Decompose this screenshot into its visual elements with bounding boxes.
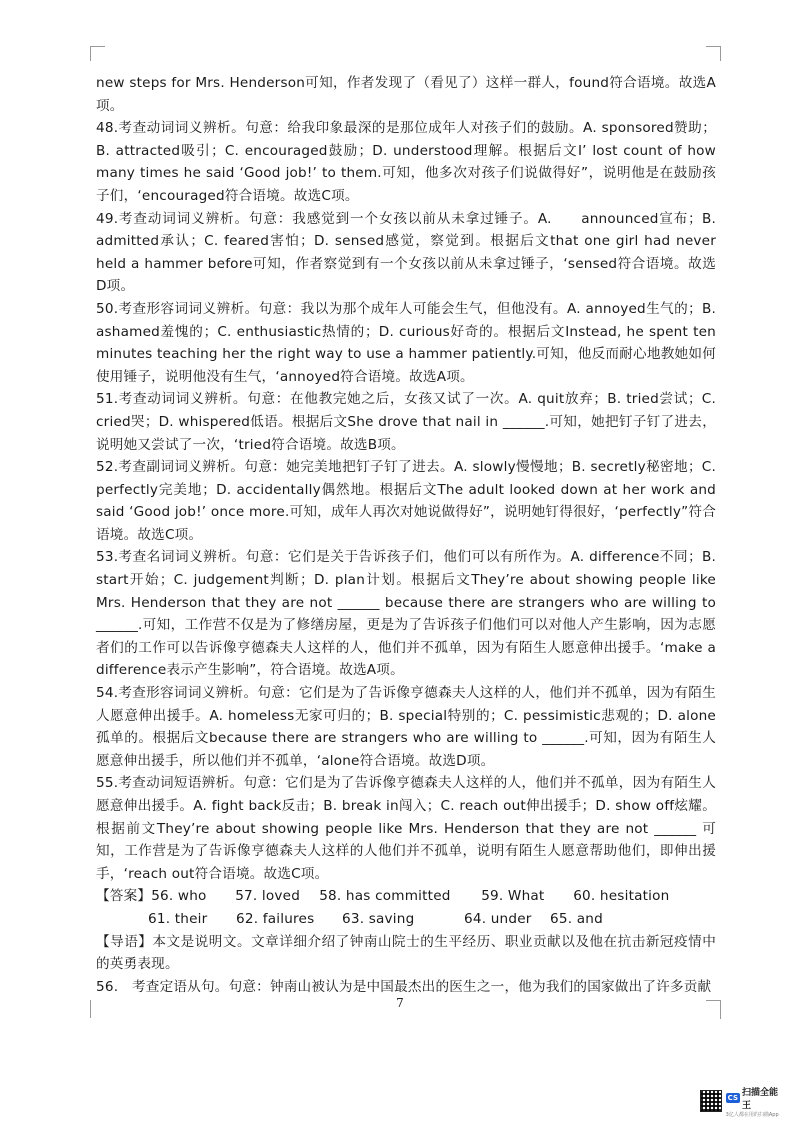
paragraph-55: 55.考查动词短语辨析。句意：它们是为了告诉像亨德森夫人这样的人，他们并不孤单，因为有陌生人愿意伸出援手。A. fight back反击；B. break in闯入；C. reach out伸出援手；D. show off炫耀。根据前文They’re about showing people like Mrs. Henderson that they are not ______ 可知，工作营是为了告诉像亨德森夫人这样的人他们并不孤单，说明有陌生人愿意帮助他们，即伸出援手，‘reach out符合语境。故选C项。: [96, 775, 716, 882]
paragraph-53: 53.考查名词词义辨析。句意：它们是关于告诉孩子们，他们可以有所作为。A. difference不同；B. start开始；C. judgement判断；D. plan计划。根据后文They’re about showing people like Mrs. Henderson that they are not ______ because there are strangers who are willing to ______.可知，工作营不仅是为了修缮房屋，更是为了告诉孩子们他们可以对他人产生影响，因为志愿者们的工作可以告诉像亨德森夫人这样的人，他们并不孤单，因为有陌生人愿意伸出援手。‘make a difference表示产生影响”，符合语境。故选A项。: [96, 549, 716, 679]
answer-60: 60. hesitation: [573, 888, 670, 905]
answer-65: 65. and: [550, 910, 603, 927]
answer-64: 64. under: [464, 910, 532, 927]
answer-61: 61. their: [148, 910, 208, 927]
paragraph-50: 50.考查形容词词义辨析。句意：我以为那个成年人可能会生气，但他没有。A. annoyed生气的；B. ashamed羞愧的；C. enthusiastic热情的；D. curious好奇的。根据后文Instead, he spent ten minutes teaching her the right way to use a hammer patiently.可知，他反而耐心地教她如何使用锤子，说明他没有生气，‘annoyed符合语境。故选A项。: [96, 300, 716, 385]
answer-row-1: [96, 885, 716, 908]
guide-paragraph: 【导语】本文是说明文。文章详细介绍了钟南山院士的生平经历、职业贡献以及他在抗击新冠疫情中的英勇表现。: [96, 933, 716, 973]
paragraph-56: 56. 考查定语从句。句意：钟南山被认为是中国最杰出的医生之一，他为我们的国家做出了许多贡献: [96, 978, 712, 995]
answer-63: 63. saving: [342, 910, 415, 927]
answer-58: 58. has committed: [319, 888, 451, 905]
crop-mark-top-right: [706, 46, 721, 61]
answer-57: 57. loved: [235, 888, 301, 905]
paragraph-52: 52.考查副词词义辨析。句意：她完美地把钉子钉了进去。A. slowly慢慢地；B. secretly秘密地；C. perfectly完美地；D. accidentally偶然地。根据后文The adult looked down at her work and said ‘Good job!’ once more.可知，成年人再次对她说做得好”，说明她钉得很好，‘perfectly”符合语境。故选C项。: [96, 459, 716, 543]
qr-code-icon: [700, 1090, 722, 1112]
paragraph-54: 54.考查形容词词义辨析。句意：它们是为了告诉像亨德森夫人这样的人，他们并不孤单，因为有陌生人愿意伸出援手。A. homeless无家可归的；B. special特别的；C. pessimistic悲观的；D. alone孤单的。根据后文because there are strangers who are willing to ______.可知，因为有陌生人愿意伸出援手，所以他们并不孤单，‘alone符合语境。故选D项。: [96, 685, 716, 769]
answer-56: 56. who: [151, 888, 207, 905]
answer-explanations: [96, 72, 716, 998]
paragraph-48: 48.考查动词词义辨析。句意：给我印象最深的是那位成年人对孩子们的鼓励。A. sponsored赞助；B. attracted吸引；C. encouraged鼓励；D. understood理解。根据后文I’ lost count of how many times he said ‘Good job!’ to them.可知，他多次对孩子们说做得好”，说明他是在鼓励孩子们，‘encouraged符合语境。故选C项。: [96, 120, 716, 204]
answer-62: 62. failures: [236, 910, 315, 927]
watermark-title-row: [726, 1085, 786, 1111]
watermark-title: 扫描全能王: [741, 1087, 778, 1111]
camscanner-logo-icon: CS: [727, 1093, 738, 1102]
answer-label: 【答案】: [96, 888, 152, 905]
paragraph-51: 51.考查动词词义辨析。句意：在他教完她之后，女孩又试了一次。A. quit放弃；B. tried尝试；C. cried哭；D. whispered低语。根据后文She drove that nail in ______.可知，她把钉子钉了进去，说明她又尝试了一次，‘tried符合语境。故选B项。: [96, 391, 716, 453]
watermark-text: [726, 1085, 786, 1118]
paragraph-49: 49.考查动词词义辨析。句意：我感觉到一个女孩以前从未拿过锤子。A. announced宣布；B. admitted承认；C. feared害怕；D. sensed感觉，察觉到。根据后文that one girl had never held a hammer before可知，作者察觉到有一个女孩以前从未拿过锤子，‘sensed符合语境。故选D项。: [96, 210, 716, 295]
answer-row-2: [96, 908, 716, 931]
scanner-watermark: [700, 1086, 786, 1116]
paragraph-47-tail: new steps for Mrs. Henderson可知，作者发现了（看见了）这样一群人，found符合语境。故选A项。: [96, 75, 716, 114]
watermark-subtitle: 3亿人都在用的扫描App: [725, 1111, 779, 1118]
crop-mark-top-left: [90, 46, 105, 61]
page-number: 7: [396, 996, 404, 1010]
answer-59: 59. What: [481, 888, 545, 905]
